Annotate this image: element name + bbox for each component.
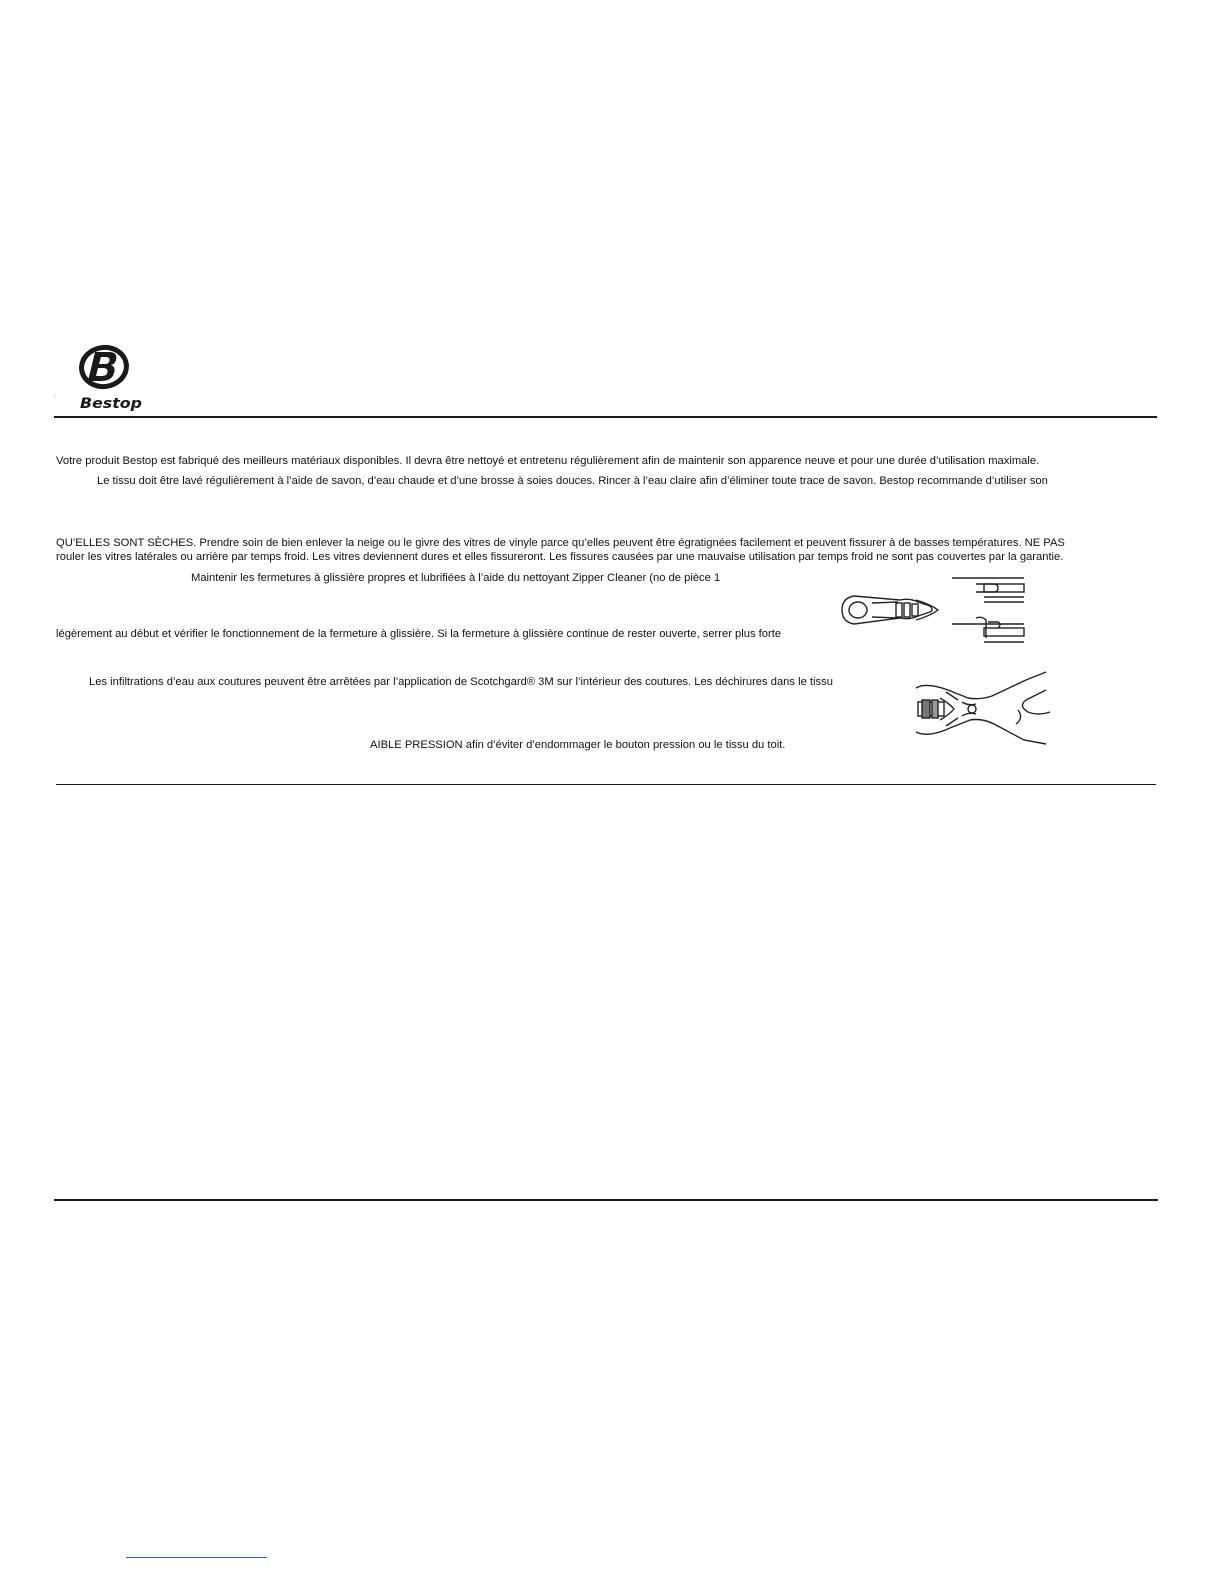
windows-care-text-2: rouler les vitres latérales ou arrière par temps froid. Les vitres deviennent dures et elles fissureront. Les fissures causées par une mauvaise utilisation par temps froid ne sont pas couvertes par la garantie. xyxy=(56,551,1064,563)
seams-care-text: Les infiltrations d’eau aux coutures peuvent être arrêtées par l’application de Scotchgard® 3M sur l’intérieur des coutures. Les déchirures dans le tissu xyxy=(89,676,833,688)
section-divider xyxy=(56,784,1156,785)
care-intro-text: Votre produit Bestop est fabriqué des meilleurs matériaux disponibles. Il devra être nettoyé et entretenu régulièrement afin de maintenir son apparence neuve et pour une durée d’utilisation maximale. xyxy=(56,455,1040,467)
windows-care-text-1: QU’ELLES SONT SÈCHES. Prendre soin de bien enlever la neige ou le givre des vitres de vinyle parce qu’elles peuvent être égratignées facilement et peuvent fissurer à de basses températures. NE PAS xyxy=(56,537,1065,549)
footer-rule xyxy=(54,1199,1158,1201)
footer-link-underline[interactable] xyxy=(126,1557,267,1558)
header-rule xyxy=(54,416,1157,418)
zipper-care-text-1: Maintenir les fermetures à glissière propres et lubrifiées à l’aide du nettoyant Zipper Cleaner (no de pièce 1 xyxy=(191,572,721,584)
pliers-snap-icon xyxy=(906,670,1054,748)
zipper-care-text-2: légèrement au début et vérifier le fonctionnement de la fermeture à glissière. Si la fermeture à glissière continue de rester ouverte, serrer plus forte xyxy=(56,628,782,640)
fabric-care-text: Le tissu doit être lavé régulièrement à l’aide de savon, d’eau chaude et d’une brosse à soies douces. Rincer à l’eau claire afin d’éliminer toute trace de savon. Bestop recommande d’utiliser son xyxy=(97,475,1048,487)
bestop-logo xyxy=(54,343,146,411)
snap-care-text: AIBLE PRESSION afin d’éviter d’endommager le bouton pression ou le tissu du toit. xyxy=(370,739,786,751)
logo-wordmark: Bestop xyxy=(80,396,142,411)
zipper-slider-icon xyxy=(838,572,1034,654)
